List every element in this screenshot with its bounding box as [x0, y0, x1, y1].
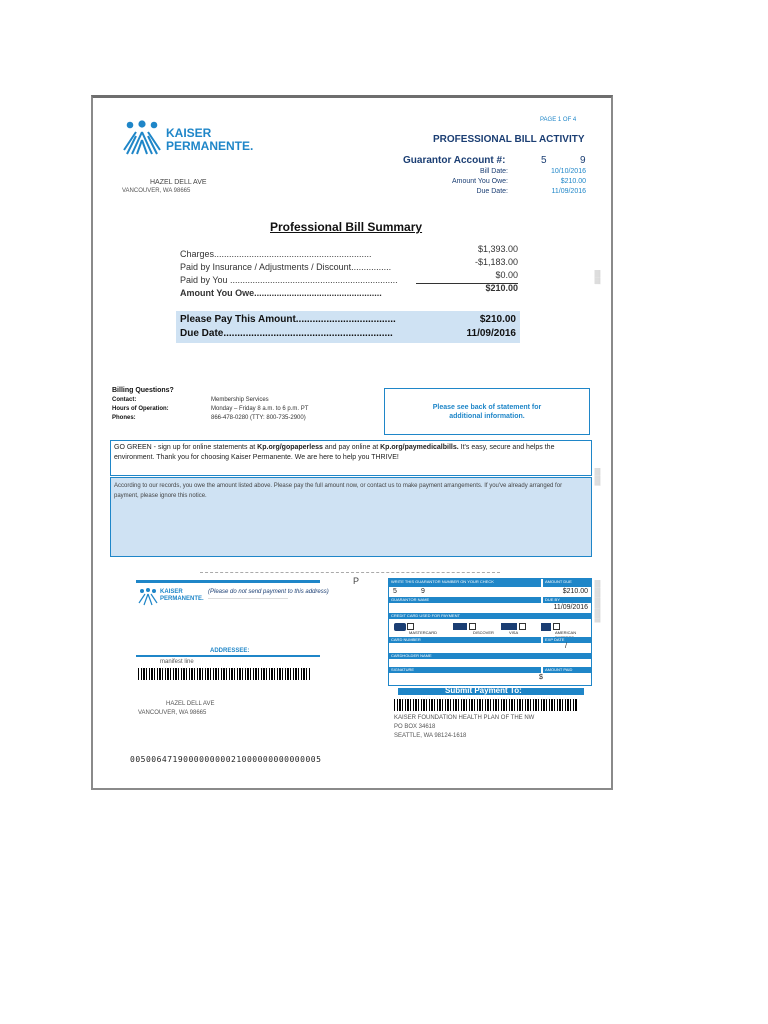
notice-text: Please see back of statement for additional information.	[432, 404, 542, 420]
amount-due-label: AMOUNT DUE	[545, 579, 572, 584]
remit-logo	[138, 588, 158, 611]
cardholder-label: CARDHOLDER NAME	[391, 653, 432, 658]
kaiser-logo-icon	[122, 120, 162, 158]
summary-row-total	[180, 283, 520, 296]
summary-row-value: $1,393.00	[477, 244, 518, 254]
address-line2: VANCOUVER, WA 98665	[122, 188, 191, 194]
submit-label: Submit Payment To:	[445, 686, 522, 695]
bill-date-label: Bill Date:	[479, 168, 508, 175]
bill-date-value: 10/10/2016	[550, 168, 586, 175]
logo-line1: KAISER	[166, 126, 212, 140]
logo-line2: PERMANENTE.	[166, 139, 254, 153]
phones-label: Phones:	[112, 415, 136, 421]
due-date-label: Due Date:	[476, 188, 508, 195]
pay-label: Please Pay This Amount....................................	[180, 314, 396, 325]
visa-checkbox[interactable]	[519, 623, 526, 630]
amount-owe-value: $210.00	[560, 178, 586, 185]
records-text: According to our records, you owe the amount listed above. Please pay the full amount now, or contact us to make payment arrangements. If you've already arranged for payment, please ignore this notice.	[114, 483, 563, 499]
page-indicator: PAGE 1 OF 4	[540, 117, 577, 123]
no-payment-note: (Please do not send payment to this address)	[208, 589, 329, 595]
payee-barcode	[394, 699, 578, 711]
contact-label: Contact:	[112, 397, 137, 403]
signature-label: SIGNATURE	[391, 667, 415, 672]
hours-label: Hours of Operation:	[112, 406, 169, 412]
amex-checkbox[interactable]	[553, 623, 560, 630]
tear-line	[200, 572, 500, 573]
remit-top-bar	[136, 580, 320, 583]
kaiser-logo-small-icon	[138, 588, 158, 606]
pay-amount-box	[176, 311, 520, 343]
summary-row	[180, 270, 520, 283]
remit-logo-line1: KAISER	[160, 589, 183, 595]
amount-paid-value[interactable]: $	[539, 674, 543, 681]
summary-row	[180, 244, 520, 257]
guarantor-value-b: 9	[580, 155, 586, 166]
paymedicalbills-link[interactable]: Kp.org/paymedicalbills.	[380, 444, 459, 451]
scan-line: 005006471900000000021000000000000005	[130, 755, 322, 764]
exp-label: EXP DATE	[545, 637, 565, 642]
go-green-text-post: It's easy, secure and helps the environment. Thank you for choosing Kaiser Permanente. We are here to help you THRIVE!	[114, 444, 555, 461]
pay-value: $210.00	[479, 314, 516, 325]
contact-value: Membership Services	[211, 397, 269, 403]
payment-form	[388, 578, 592, 686]
exp-value[interactable]: /	[565, 643, 567, 650]
visa-label: VISA	[509, 630, 519, 635]
addressee-barcode	[138, 668, 310, 680]
addressee-label: ADDRESSEE:	[210, 648, 250, 654]
mastercard-checkbox[interactable]	[407, 623, 414, 630]
amex-label: AMERICAN	[555, 630, 577, 635]
go-green-text	[111, 441, 591, 465]
summary-row-value: $0.00	[495, 270, 518, 280]
visa-logo	[501, 623, 517, 630]
summary-table	[180, 244, 520, 296]
summary-title: Professional Bill Summary	[270, 220, 423, 234]
discover-logo	[453, 623, 467, 630]
due-date-value: 11/09/2016	[551, 188, 586, 195]
check-label: WRITE THIS GUARANTOR NUMBER ON YOUR CHECK	[391, 579, 494, 584]
records-box	[110, 477, 592, 557]
guarantor-value-a: 5	[541, 155, 547, 166]
notice-box	[384, 388, 590, 435]
gopaperless-link[interactable]: Kp.org/gopaperless	[257, 444, 323, 451]
kaiser-logo	[122, 120, 162, 163]
check-value-a: 5	[393, 588, 397, 595]
payee-line3: SEATTLE, WA 98124-1618	[394, 733, 467, 739]
check-value-b: 9	[421, 588, 425, 595]
summary-row-label: Paid by You ...................................................................	[180, 275, 398, 285]
due-value: 11/09/2016	[466, 328, 516, 339]
manifest-label: manifest line	[160, 659, 194, 665]
summary-row-value: -$1,183.00	[474, 257, 518, 267]
side-mark-1: ▒▒▒▒	[594, 270, 600, 285]
remit-addr-line2: VANCOUVER, WA 98665	[138, 710, 207, 716]
discover-label: DISCOVER	[473, 630, 494, 635]
remit-logo-line2: PERMANENTE.	[160, 596, 204, 602]
go-green-box	[110, 440, 592, 476]
amex-logo	[541, 623, 551, 631]
payee-line1: KAISER FOUNDATION HEALTH PLAN OF THE NW	[394, 715, 535, 721]
remit-addr-line1: HAZEL DELL AVE	[166, 701, 215, 707]
summary-row-label: Amount You Owe...................................................	[180, 288, 382, 298]
p-mark: P	[353, 576, 360, 586]
address-line1: HAZEL DELL AVE	[150, 179, 207, 186]
summary-row	[180, 257, 520, 270]
mastercard-label: MASTERCARD	[409, 630, 438, 635]
summary-row-label: Charges...............................................................	[180, 249, 372, 259]
card-label: CREDIT CARD USED FOR PAYMENT	[391, 613, 460, 618]
return-address	[208, 598, 288, 611]
billing-heading: Billing Questions?	[112, 387, 174, 394]
go-green-text-mid: and pay online at	[322, 444, 381, 451]
summary-row-value: $210.00	[485, 283, 518, 293]
due-label: Due Date.............................................................	[180, 328, 393, 339]
amount-owe-label: Amount You Owe:	[451, 178, 508, 185]
summary-row-label: Paid by Insurance / Adjustments / Discount................	[180, 262, 392, 272]
discover-checkbox[interactable]	[469, 623, 476, 630]
go-green-text-pre: GO GREEN - sign up for online statements at	[114, 444, 258, 451]
side-mark-2: ▒▒▒▒▒	[594, 468, 600, 486]
card-number-label: CARD NUMBER	[391, 637, 421, 642]
hours-value: Monday – Friday 8 a.m. to 6 p.m. PT	[211, 406, 309, 412]
page-title: PROFESSIONAL BILL ACTIVITY	[433, 134, 585, 145]
guarantor-name-label: GUARANTOR NAME	[391, 597, 430, 602]
amount-paid-label: AMOUNT PAID	[545, 667, 573, 672]
guarantor-label: Guarantor Account #:	[403, 155, 506, 166]
phones-value: 866-478-0280 (TTY: 800-735-2900)	[211, 415, 306, 421]
due-by-label: DUE BY	[545, 597, 560, 602]
due-by-value: 11/09/2016	[553, 604, 588, 611]
payee-line2: PO BOX 34618	[394, 724, 436, 730]
amount-due-value: $210.00	[562, 588, 588, 595]
mastercard-logo	[394, 623, 406, 631]
side-mark-3: ▒▒▒▒▒▒▒▒▒▒▒▒	[594, 580, 600, 623]
addressee-bar	[136, 655, 320, 657]
